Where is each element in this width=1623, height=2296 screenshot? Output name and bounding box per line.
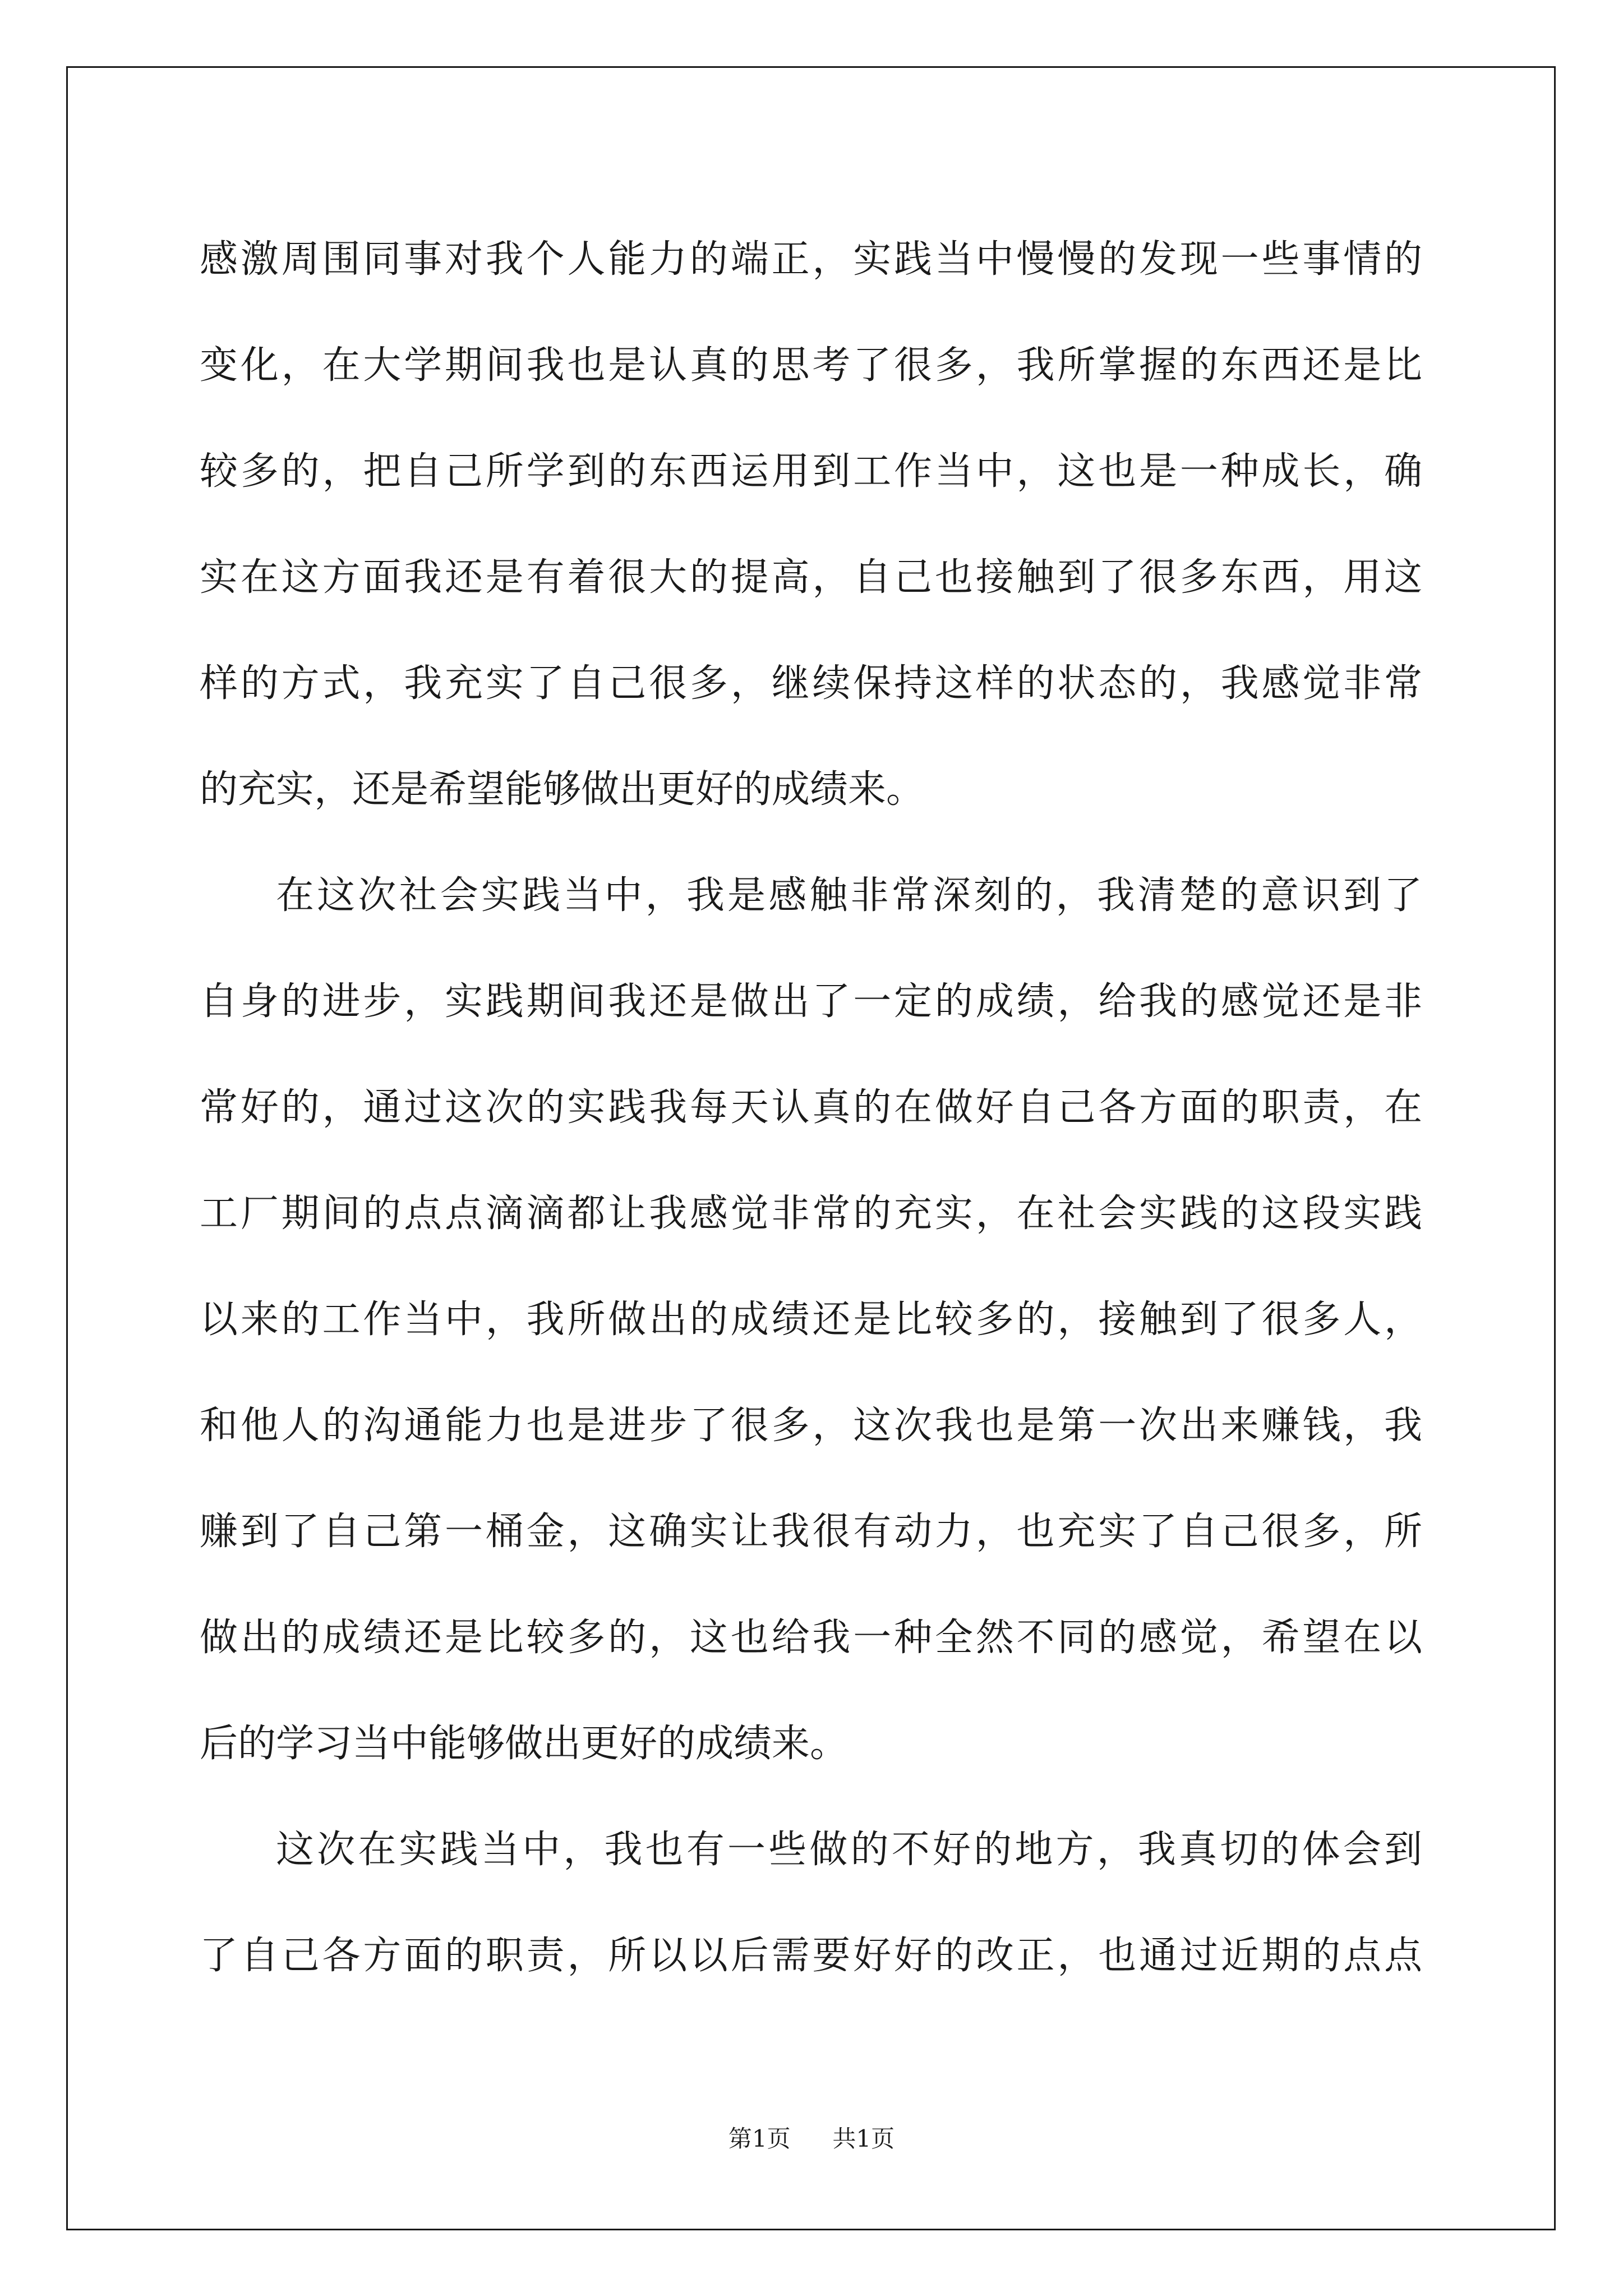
document-body <box>200 206 1422 2009</box>
paragraph-first-line: 在这次社会实践当中，我是感触非常深刻的，我清楚的意识到了 <box>276 873 1422 918</box>
page-footer <box>0 2120 1623 2154</box>
text-line: 样的方式，我充实了自己很多，继续保持这样的状态的，我感觉非常 <box>200 661 1422 706</box>
text-line: 了自己各方面的职责，所以以后需要好好的改正，也通过近期的点点 <box>200 1934 1422 1978</box>
page-total: 共1页 <box>832 2125 895 2152</box>
text-line: 常好的，通过这次的实践我每天认真的在做好自己各方面的职责，在 <box>200 1085 1422 1130</box>
paragraph-first-line: 这次在实践当中，我也有一些做的不好的地方，我真切的体会到 <box>276 1828 1422 1872</box>
text-line: 赚到了自己第一桶金，这确实让我很有动力，也充实了自己很多，所 <box>200 1510 1422 1554</box>
text-line: 以来的工作当中，我所做出的成绩还是比较多的，接触到了很多人， <box>200 1297 1422 1342</box>
text-line: 变化，在大学期间我也是认真的思考了很多，我所掌握的东西还是比 <box>200 343 1422 388</box>
text-line: 后的学习当中能够做出更好的成绩来。 <box>200 1722 849 1766</box>
text-line: 较多的，把自己所学到的东西运用到工作当中，这也是一种成长，确 <box>200 449 1422 494</box>
text-line: 实在这方面我还是有着很大的提高，自己也接触到了很多东西，用这 <box>200 555 1422 600</box>
text-line: 和他人的沟通能力也是进步了很多，这次我也是第一次出来赚钱，我 <box>200 1404 1422 1448</box>
text-line: 工厂期间的点点滴滴都让我感觉非常的充实，在社会实践的这段实践 <box>200 1191 1422 1236</box>
page-number: 第1页 <box>728 2125 791 2152</box>
text-line: 自身的进步，实践期间我还是做出了一定的成绩，给我的感觉还是非 <box>200 979 1422 1024</box>
text-line: 做出的成绩还是比较多的，这也给我一种全然不同的感觉，希望在以 <box>200 1616 1422 1660</box>
text-line: 感激周围同事对我个人能力的端正，实践当中慢慢的发现一些事情的 <box>200 237 1422 282</box>
text-line: 的充实，还是希望能够做出更好的成绩来。 <box>200 767 925 812</box>
